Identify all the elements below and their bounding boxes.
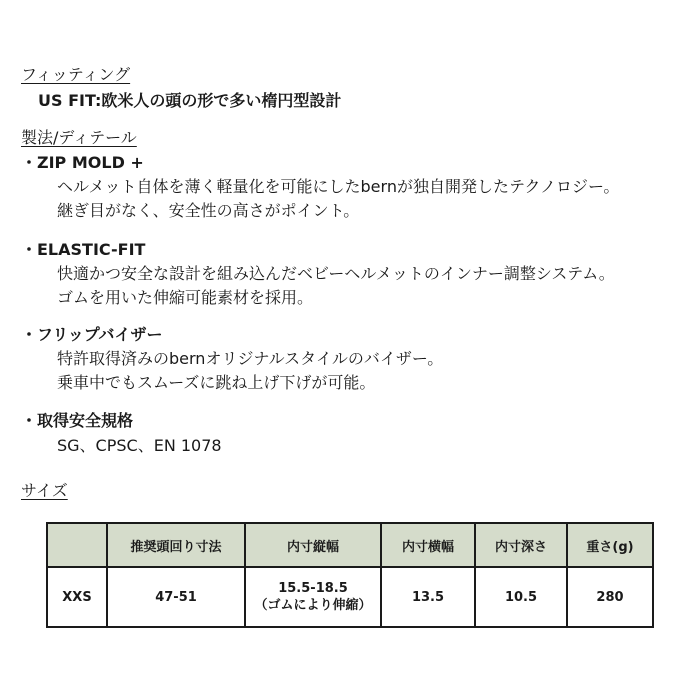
table-header-cell: 内寸深さ bbox=[475, 523, 567, 567]
size-heading: サイズ bbox=[21, 481, 68, 500]
table-header-cell bbox=[47, 523, 107, 567]
detail-title-zip-mold: ・ZIP MOLD + bbox=[21, 153, 144, 172]
detail-line: 快適かつ安全な設計を組み込んだベビーヘルメットのインナー調整システム。 bbox=[57, 264, 615, 283]
inner-depth-cell: 10.5 bbox=[475, 567, 567, 627]
detail-title-elastic-fit: ・ELASTIC-FIT bbox=[21, 240, 146, 259]
detail-title-flip-visor: ・フリップバイザー bbox=[21, 325, 163, 344]
detail-line: SG、CPSC、EN 1078 bbox=[57, 436, 222, 455]
detail-line: ヘルメット自体を薄く軽量化を可能にしたbernが独自開発したテクノロジー。 bbox=[57, 177, 620, 196]
detail-line: 特許取得済みのbernオリジナルスタイルのバイザー。 bbox=[57, 349, 444, 368]
weight-cell: 280 bbox=[567, 567, 653, 627]
inner-length-note: （ゴムにより伸縮） bbox=[254, 598, 372, 613]
fitting-text: US FIT:欧米人の頭の形で多い楕円型設計 bbox=[38, 91, 342, 110]
size-cell: XXS bbox=[47, 567, 107, 627]
table-header-cell: 推奨頭回り寸法 bbox=[107, 523, 245, 567]
size-table bbox=[46, 522, 654, 628]
detail-title-safety-standards: ・取得安全規格 bbox=[21, 411, 134, 430]
inner-width-cell: 13.5 bbox=[381, 567, 475, 627]
inner-length-value: 15.5-18.5 bbox=[278, 581, 348, 596]
table-header-row bbox=[47, 523, 653, 567]
detail-line: ゴムを用いた伸縮可能素材を採用。 bbox=[57, 288, 314, 307]
head-circumference-cell: 47-51 bbox=[107, 567, 245, 627]
table-header-cell: 内寸縦幅 bbox=[245, 523, 381, 567]
table-row bbox=[47, 567, 653, 627]
detail-line: 乗車中でもスムーズに跳ね上げ下げが可能。 bbox=[57, 373, 376, 392]
fitting-heading: フィッティング bbox=[21, 65, 131, 84]
table-header-cell: 重さ(g) bbox=[567, 523, 653, 567]
detail-line: 継ぎ目がなく、安全性の高さがポイント。 bbox=[57, 201, 360, 220]
table-header-cell: 内寸横幅 bbox=[381, 523, 475, 567]
inner-length-cell bbox=[245, 567, 381, 627]
details-heading: 製法/ディテール bbox=[21, 128, 137, 147]
